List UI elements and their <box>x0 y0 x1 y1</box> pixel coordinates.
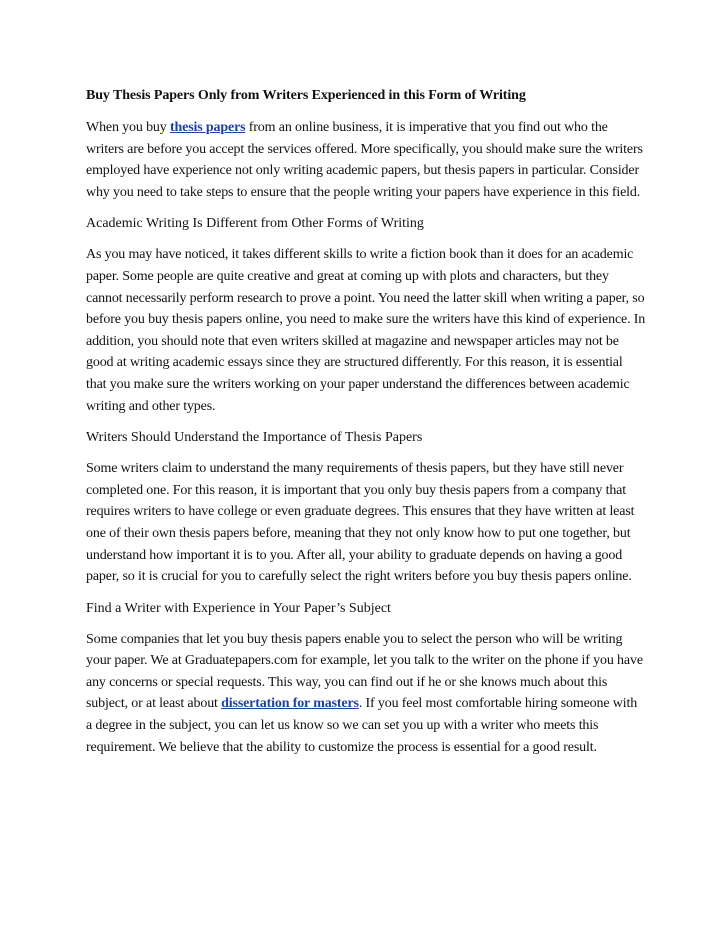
intro-text-end: from an online business, it is imperative that you find out who the writers are before you accept the services offered. More specifically, you should make sure the writers employed have experience not only writing academic papers, but thesis papers in particular. Consider why you need to take steps to ensure that the people writing your papers have experience in this field. <box>86 120 643 200</box>
section-heading-find-writer: Find a Writer with Experience in Your Paper’s Subject <box>86 600 391 616</box>
section-heading-academic-writing: Academic Writing Is Different from Other Forms of Writing <box>86 216 424 232</box>
intro-text-start: When you buy <box>86 120 170 135</box>
find-writer-text-end: . If you feel most comfortable hiring someone with a degree in the subject, you can let us know so we can set you up with a writer who meets this requirement. We believe that the ability to customize the process is essential for a good result. <box>86 696 638 755</box>
section-body-importance: Some writers claim to understand the many requirements of thesis papers, but they have still never completed one. For this reason, it is important that you only buy thesis papers from a company that requires writers to have college or even graduate degrees. This ensures that they have written at least one of their own thesis papers before, meaning that they not only know how to put one together, but understand how important it is to you. After all, your ability to graduate depends on having a good paper, so it is crucial for you to carefully select the right writers before you buy thesis papers online. <box>86 461 635 585</box>
dissertation-for-masters-link[interactable]: dissertation for masters <box>221 696 359 712</box>
find-writer-text-start: Some companies that let you buy thesis papers enable you to select the person who will be writing your paper. We at Graduatepapers.com for example, let you talk to the writer on the phone if you have any concerns or special requests. This way, you can find out if he or she knows much about this subject, or at least about <box>86 631 643 712</box>
document-page <box>86 86 646 769</box>
thesis-papers-link[interactable]: thesis papers <box>169 120 246 135</box>
intro-paragraph <box>86 117 646 203</box>
section-body-find-writer <box>86 629 646 759</box>
section-heading-importance: Writers Should Understand the Importance of Thesis Papers <box>86 430 423 446</box>
document-title: Buy Thesis Papers Only from Writers Experienced in this Form of Writing <box>86 88 526 103</box>
section-body-academic-writing: As you may have noticed, it takes different skills to write a fiction book than it does for an academic paper. Some people are quite creative and great at coming up with plots and characters, but they cannot necessarily perform research to prove a point. You need the latter skill when writing a paper, so before you buy thesis papers online, you need to make sure the writers have this kind of experience. In addition, you should note that even writers skilled at magazine and newspaper articles may not be good at writing academic essays since they are structured differently. For this reason, it is essential that you make sure the writers working on your paper understand the differences between academic writing and other types. <box>86 247 646 414</box>
